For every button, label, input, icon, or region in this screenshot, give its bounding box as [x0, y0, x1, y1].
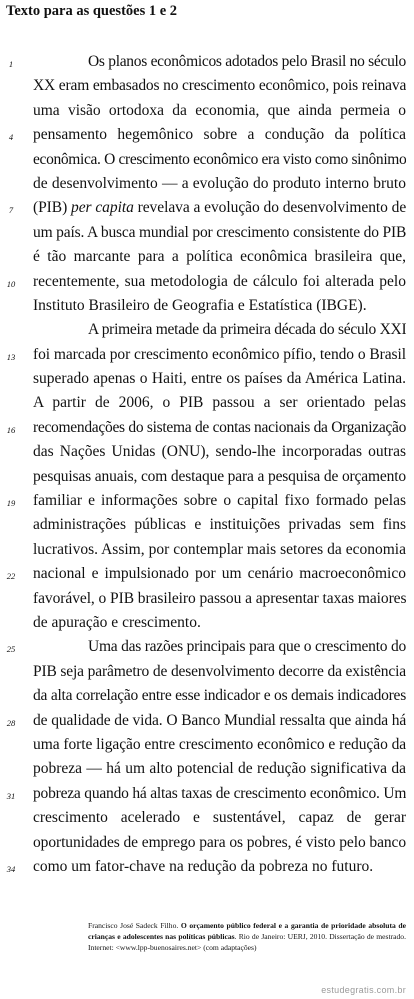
line-text: lucrativos. Assim, por contemplar mais setores da economia	[33, 540, 406, 558]
line-text: Os planos econômicos adotados pelo Brasil no século	[88, 53, 406, 70]
line-number: 13	[6, 351, 16, 362]
text-line	[0, 587, 414, 611]
line-text	[33, 196, 406, 220]
line-text: administrações públicas e instituições privadas sem fins	[33, 516, 406, 534]
text-line	[0, 172, 414, 196]
text-body	[0, 50, 414, 879]
line-text: pobreza — há um alto potencial de redução significativa da	[33, 760, 406, 778]
line-text: A partir de 2006, o PIB passou a ser orientado pelas	[33, 394, 406, 412]
line-number: 7	[8, 205, 14, 216]
section-heading: Texto para as questões 1 e 2	[6, 3, 178, 19]
line-number: 28	[6, 717, 16, 728]
watermark: estudegratis.com.br	[321, 985, 406, 995]
line-number: 25	[6, 644, 16, 655]
text-line	[0, 318, 414, 342]
line-number: 22	[6, 571, 16, 582]
line-number: 16	[6, 424, 16, 435]
line-text: recentemente, sua metodologia de cálculo foi alterada pelo	[33, 272, 406, 290]
line-text: como um fator-chave na redução da pobreza no futuro.	[33, 857, 374, 875]
text-line	[0, 74, 414, 98]
text-line	[0, 294, 414, 318]
text-line	[0, 806, 414, 830]
line-number: 31	[6, 790, 16, 801]
line-text: A primeira metade da primeira década do século XXI	[88, 321, 406, 339]
line-text: nacional e impulsionado por um cenário macroeconômico	[33, 565, 406, 583]
text-line	[0, 50, 414, 74]
text-line	[0, 513, 414, 537]
line-text: das Nações Unidas (ONU), sendo-lhe incorporadas outras	[33, 443, 406, 461]
line-text: um país. A busca mundial por crescimento consistente do PIB	[33, 223, 406, 241]
text-line	[0, 343, 414, 367]
line-text-part: (PIB)	[33, 199, 72, 217]
line-text: familiar e informações sobre o capital fixo formado pelas	[33, 492, 406, 510]
text-line	[0, 684, 414, 708]
citation-title: O orçamento público federal e a garantia de prioridade absoluta de crianças e adolescentes nas políticas públicas	[88, 921, 406, 942]
line-number: 10	[6, 278, 16, 289]
line-number: 4	[8, 132, 14, 143]
italic-term: per capita	[71, 199, 134, 217]
line-text: de desenvolvimento — a evolução do produto interno bruto	[33, 174, 406, 192]
line-text: uma forte ligação entre crescimento econômico e redução da	[33, 735, 406, 753]
text-line	[0, 611, 414, 635]
line-text: Instituto Brasileiro de Geografia e Estatística (IBGE).	[33, 296, 367, 314]
line-text: Uma das razões principais para que o crescimento do	[88, 638, 406, 656]
text-line	[0, 148, 414, 172]
line-text: PIB seja parâmetro de desenvolvimento decorre da existência	[33, 662, 406, 680]
line-text: pensamento hegemônico sobre a condução da política	[33, 126, 406, 144]
text-line	[0, 465, 414, 489]
text-line	[0, 99, 414, 123]
text-line	[0, 831, 414, 855]
line-text: de apuração e crescimento.	[33, 613, 201, 631]
text-line	[0, 391, 414, 415]
line-text: superado apenas o Haiti, entre os países da América Latina.	[33, 370, 406, 388]
citation-author: Francisco José Sadeck Filho.	[88, 921, 181, 930]
line-text: pobreza quando há altas taxas de crescimento econômico. Um	[33, 784, 406, 802]
text-line	[0, 782, 414, 806]
line-text: é tão marcante para a política econômica brasileira que,	[33, 248, 406, 266]
text-line	[0, 440, 414, 464]
text-line	[0, 709, 414, 733]
line-number: 1	[8, 59, 14, 69]
line-text: pesquisas anuais, com destaque para a pesquisa de orçamento	[33, 467, 406, 485]
text-line	[0, 538, 414, 562]
text-line	[0, 660, 414, 684]
line-text: uma visão ortodoxa da economia, que ainda permeia o	[33, 101, 406, 119]
citation	[88, 920, 406, 954]
citation-details: . Rio de Janeiro: UERJ, 2010. Dissertação de mestrado. Internet: <www.lpp-buenosaires.net> (com adaptações)	[88, 932, 406, 953]
line-text: de qualidade de vida. O Banco Mundial ressalta que ainda há	[33, 711, 406, 729]
line-number: 19	[6, 498, 16, 509]
line-text: crescimento acelerado e sustentável, capaz de gerar	[33, 809, 406, 827]
line-text: oportunidades de emprego para os pobres, é visto pelo banco	[33, 833, 406, 851]
line-text: XX eram embasados no crescimento econômico, pois reinava	[33, 77, 406, 95]
line-text: da alta correlação entre esse indicador e os demais indicadores	[33, 687, 406, 705]
line-text: favorável, o PIB brasileiro passou a apresentar taxas maiores	[33, 589, 406, 607]
text-line	[0, 196, 414, 220]
line-text: foi marcada por crescimento econômico pífio, tendo o Brasil	[33, 345, 406, 363]
text-line	[0, 416, 414, 440]
text-line	[0, 562, 414, 586]
text-line	[0, 245, 414, 269]
text-line	[0, 489, 414, 513]
line-text: recomendações do sistema de contas nacionais da Organização	[33, 418, 406, 436]
text-line	[0, 733, 414, 757]
text-line	[0, 757, 414, 781]
text-line	[0, 123, 414, 147]
text-line	[0, 221, 414, 245]
text-line	[0, 367, 414, 391]
line-text-part: revelava a evolução do desenvolvimento de	[133, 199, 406, 217]
text-line	[0, 270, 414, 294]
line-number: 34	[6, 863, 16, 874]
line-text: econômica. O crescimento econômico era visto como sinônimo	[33, 150, 406, 168]
text-line	[0, 635, 414, 659]
text-line	[0, 855, 414, 879]
